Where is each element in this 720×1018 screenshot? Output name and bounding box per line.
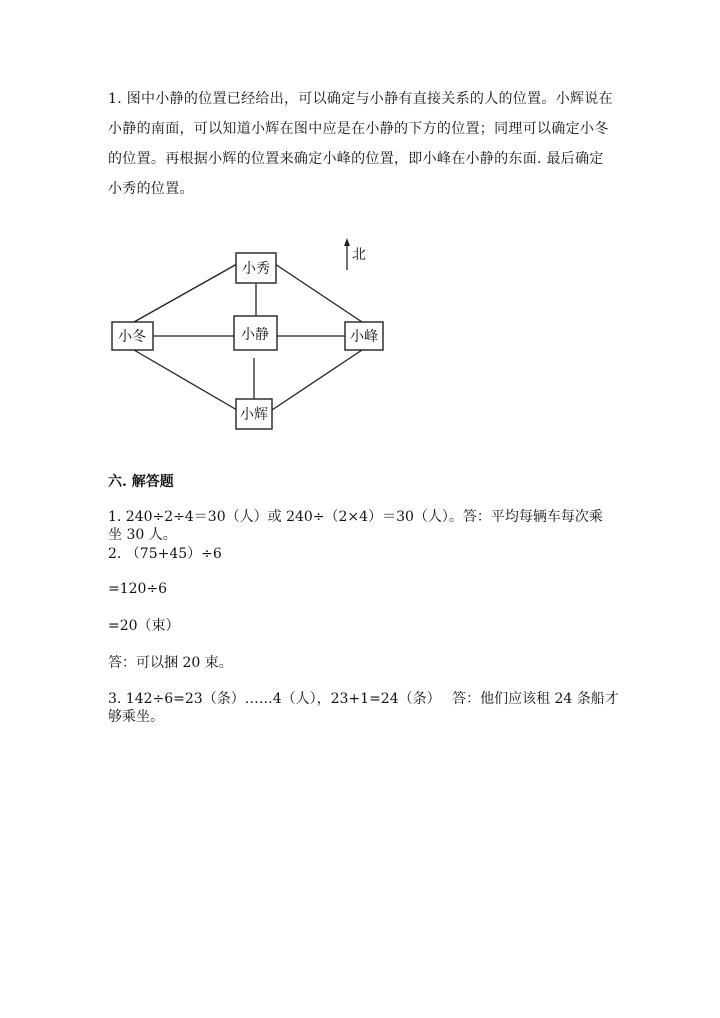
q2-line2: =120÷6 (108, 581, 168, 597)
explanation-paragraph: 1. 图中小静的位置已经给出，可以确定与小静有直接关系的人的位置。小辉说在小静的南面，可以知道小辉在图中应是在小静的下方的位置；同理可以确定小冬的位置。再根据小辉的位置来确定小峰的位置，即小峰在小静的东面. 最后确定小秀的位置。 (108, 91, 613, 197)
q2-line1: 2. （75+45）÷6 (108, 546, 222, 562)
q2-answer: 答：可以捆 20 束。 (108, 655, 233, 671)
box-top-label: 小秀 (242, 261, 270, 277)
box-right-label: 小峰 (350, 329, 378, 345)
position-diagram (0, 0, 720, 450)
box-bottom (236, 399, 272, 429)
box-left (112, 322, 153, 350)
box-center (234, 316, 277, 350)
line-top-right (275, 264, 362, 322)
q1-line2: 坐 30 人。 (108, 527, 177, 543)
q2-line3: =20（束） (108, 618, 180, 634)
box-left-label: 小冬 (118, 329, 146, 345)
north-label: 北 (352, 247, 366, 263)
line-right-bottom (272, 350, 362, 410)
box-top (236, 253, 276, 283)
q3-line1: 3. 142÷6=23（条）……4（人），23+1=24（条） 答：他们应该租 24 条船才 (108, 691, 619, 707)
line-top-left (134, 264, 237, 322)
q3-line2: 够乘坐。 (108, 709, 164, 725)
box-center-label: 小静 (241, 327, 269, 343)
north-indicator (344, 238, 366, 270)
line-left-bottom (134, 350, 237, 410)
q1-line1: 1. 240÷2÷4＝30（人）或 240÷（2×4）＝30（人）。答：平均每辆车每次乘 (108, 509, 603, 525)
section-heading: 六. 解答题 (108, 474, 174, 490)
north-arrowhead-icon (344, 238, 350, 246)
box-bottom-label: 小辉 (240, 407, 268, 423)
box-right (345, 322, 383, 350)
